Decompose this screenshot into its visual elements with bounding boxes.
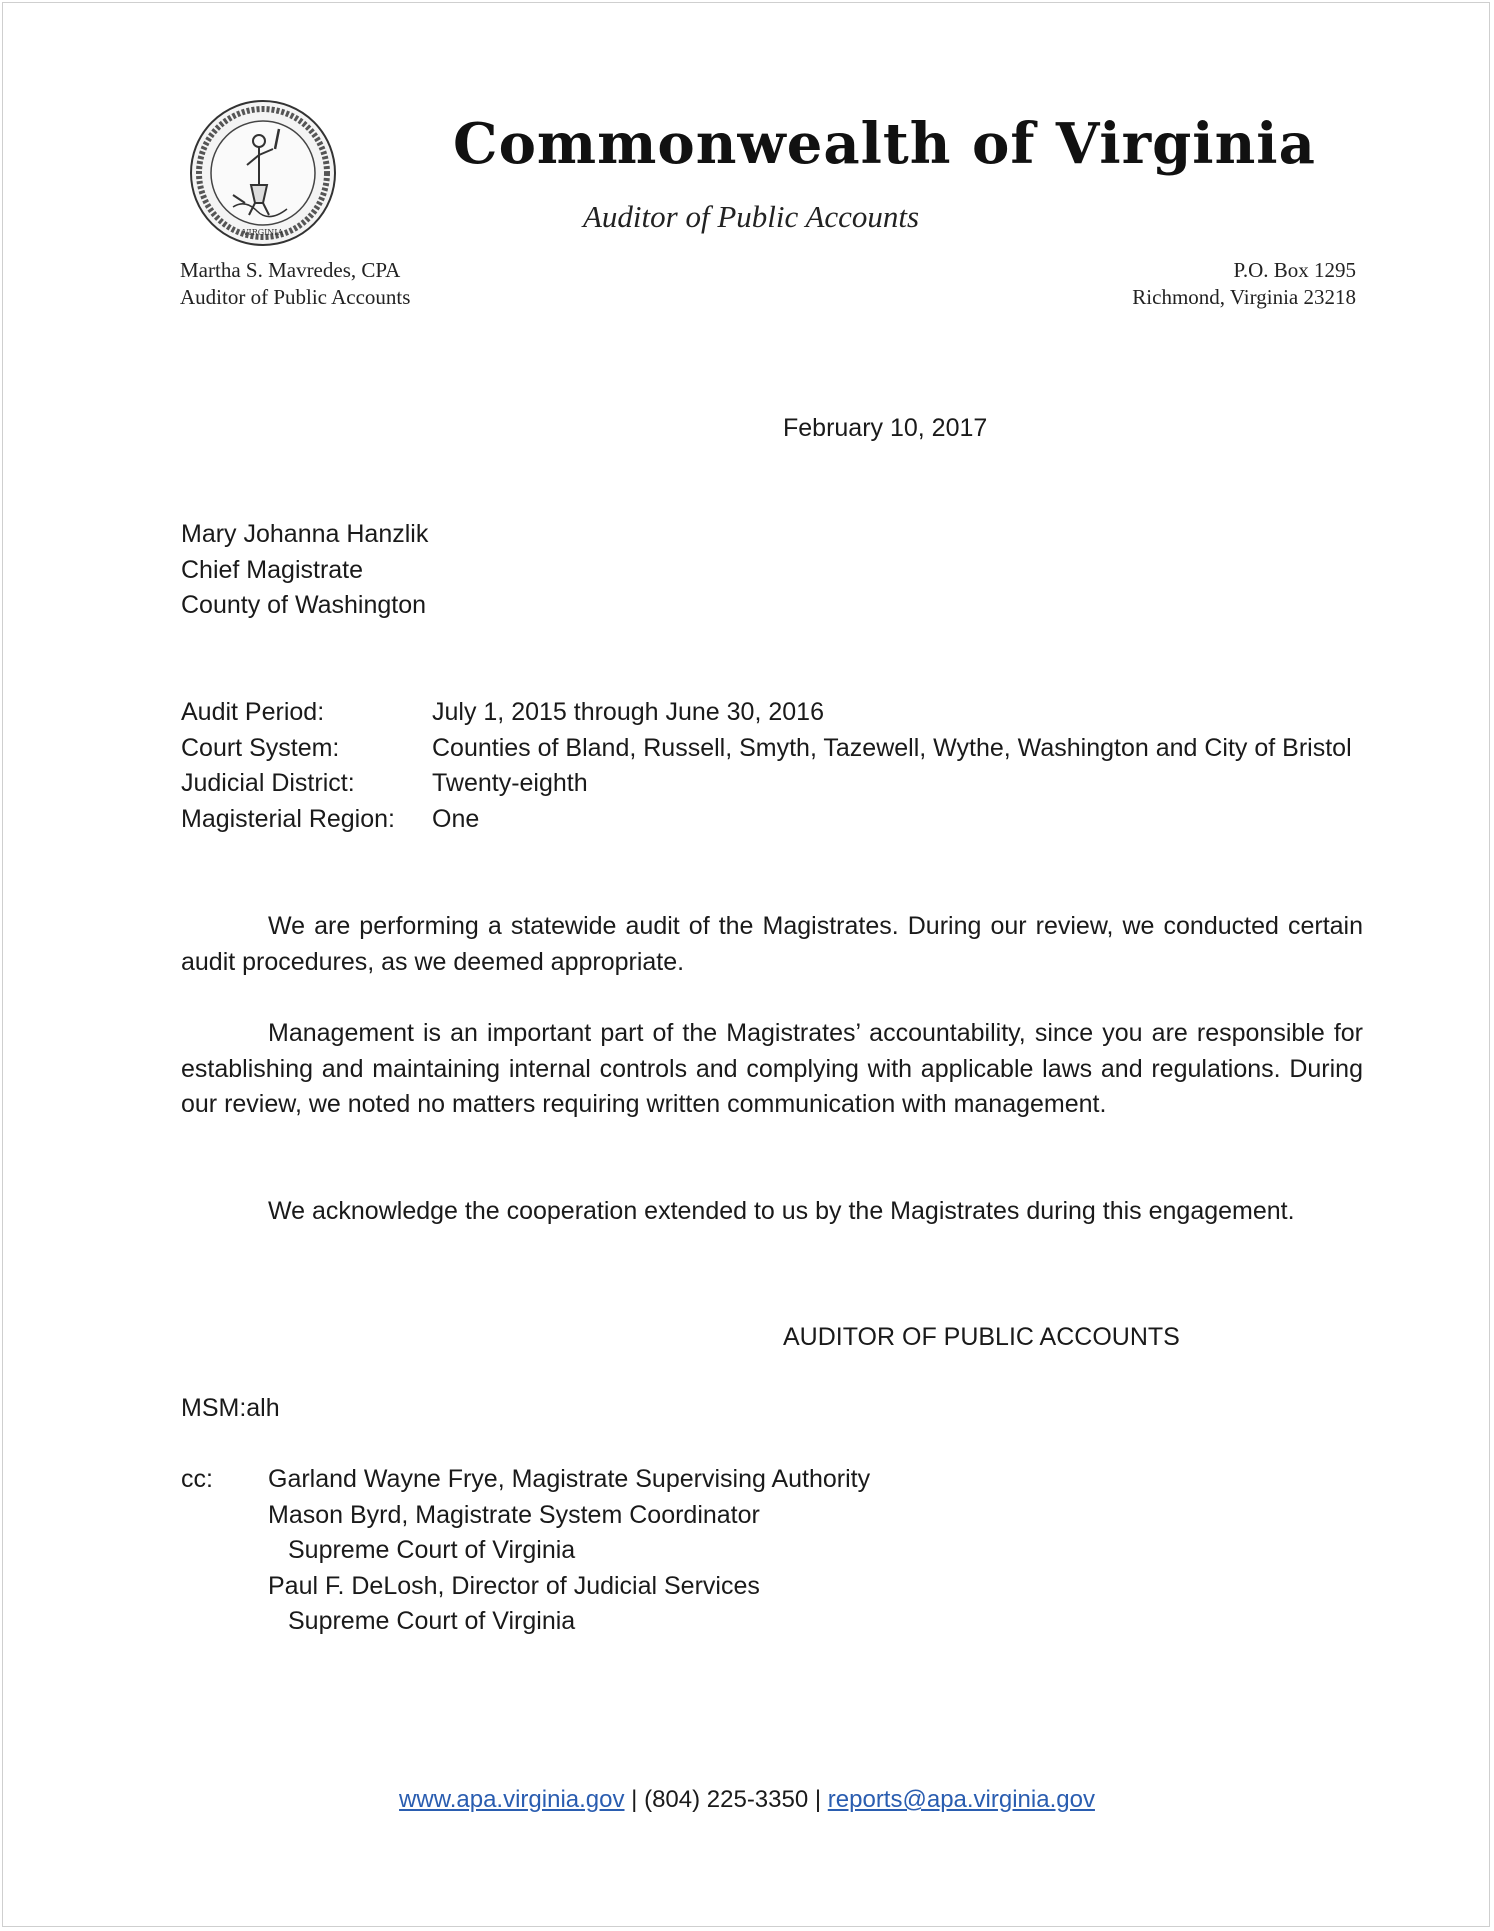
cc-recipient: Garland Wayne Frye, Magistrate Supervising Authority	[268, 1465, 871, 1493]
auditor-name: Martha S. Mavredes, CPA	[180, 258, 401, 282]
body-paragraph: We acknowledge the cooperation extended to us by the Magistrates during this engagement.	[268, 1197, 1295, 1225]
audit-info-label: Judicial District:	[181, 769, 355, 797]
letterhead-subtitle: Auditor of Public Accounts	[583, 199, 920, 234]
city-state-zip: Richmond, Virginia 23218	[1132, 285, 1356, 309]
cc-recipient: Paul F. DeLosh, Director of Judicial Services	[268, 1571, 760, 1600]
cc-recipient: Mason Byrd, Magistrate System Coordinator	[268, 1500, 760, 1529]
audit-info-row	[181, 766, 1352, 802]
audit-info-value: One	[432, 804, 480, 833]
recipient-name: Mary Johanna Hanzlik	[181, 520, 429, 548]
recipient-title: Chief Magistrate	[181, 555, 364, 584]
letter-date: February 10, 2017	[783, 414, 988, 442]
audit-info-value: July 1, 2015 through June 30, 2016	[432, 698, 824, 726]
cc-recipient-org: Supreme Court of Virginia	[288, 1536, 576, 1564]
office-address	[1132, 257, 1356, 311]
cc-list	[268, 1462, 870, 1640]
po-box: P.O. Box 1295	[1233, 258, 1356, 282]
footer	[3, 1786, 1491, 1814]
footer-separator: |	[808, 1786, 828, 1813]
phone-number: (804) 225-3350	[644, 1786, 809, 1813]
letterhead-title: Commonwealth of Virginia	[453, 111, 1316, 177]
website-link[interactable]: www.apa.virginia.gov	[399, 1786, 625, 1813]
recipient-address	[181, 517, 428, 624]
cc-label: cc:	[181, 1465, 213, 1493]
auditor-title: Auditor of Public Accounts	[180, 285, 411, 309]
audit-info-label: Court System:	[181, 733, 340, 762]
audit-info-value: Twenty-eighth	[432, 769, 588, 797]
audit-info-row	[181, 695, 1352, 731]
letter-page	[2, 2, 1490, 1927]
svg-text:VIRGINIA: VIRGINIA	[242, 228, 284, 237]
email-link[interactable]: reports@apa.virginia.gov	[827, 1786, 1095, 1813]
body-paragraph: We are performing a statewide audit of the Magistrates. During our review, we conducted certain audit procedures, as we deemed appropriate.	[181, 912, 1363, 976]
body-paragraph: Management is an important part of the Magistrates’ accountability, since you are responsible for establishing and maintaining internal controls and complying with applicable laws and regulations. During our review, we noted no matters requiring written communication with management.	[181, 1019, 1363, 1118]
audit-info-label: Magisterial Region:	[181, 804, 395, 833]
signature-block: AUDITOR OF PUBLIC ACCOUNTS	[783, 1323, 1180, 1351]
auditor-info	[180, 257, 410, 311]
audit-info	[181, 695, 1352, 837]
audit-info-row	[181, 802, 1352, 838]
audit-info-label: Audit Period:	[181, 698, 325, 726]
virginia-seal-icon	[189, 99, 337, 247]
audit-info-value: Counties of Bland, Russell, Smyth, Tazewell, Wythe, Washington and City of Bristol	[432, 733, 1352, 762]
audit-info-row	[181, 731, 1352, 767]
recipient-locality: County of Washington	[181, 591, 427, 619]
cc-recipient-org: Supreme Court of Virginia	[288, 1607, 576, 1635]
typist-initials: MSM:alh	[181, 1394, 280, 1422]
footer-separator: |	[624, 1786, 645, 1813]
